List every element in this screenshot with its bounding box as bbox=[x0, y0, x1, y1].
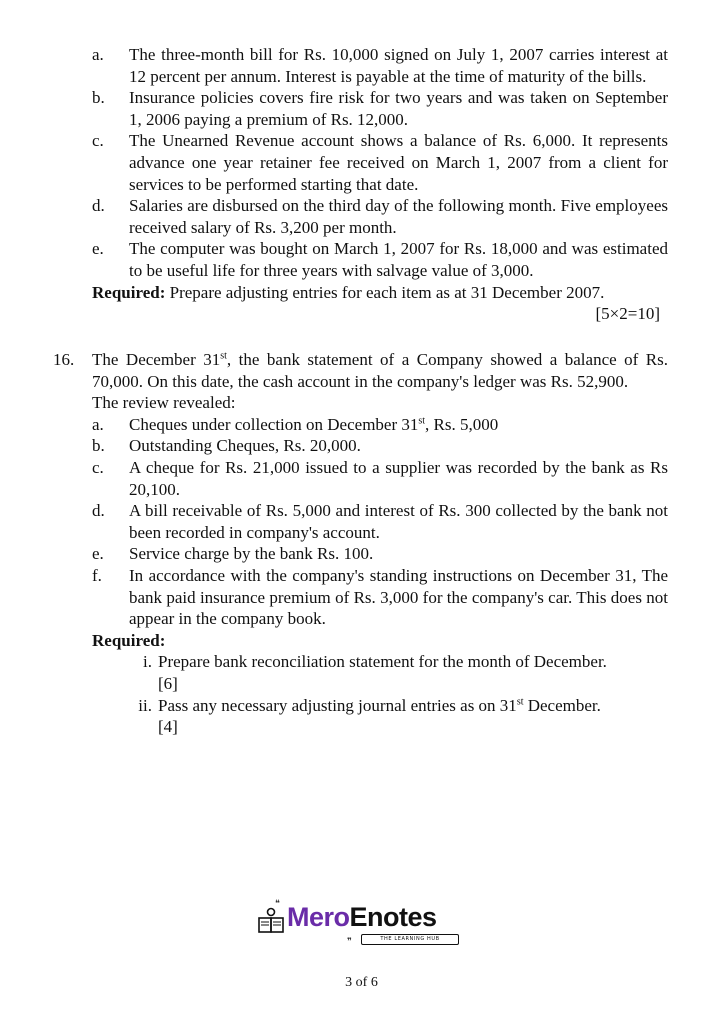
item-text: Salaries are disbursed on the third day of the following month. Five employees received salary of Rs. 3,200 per month. bbox=[129, 196, 668, 237]
list-item bbox=[0, 435, 723, 457]
item-label: i. bbox=[143, 652, 152, 672]
item-text: Insurance policies covers fire risk for two years and was taken on September 1, 2006 paying a premium of Rs. 12,000. bbox=[129, 88, 668, 129]
item-label: f. bbox=[92, 565, 102, 585]
logo-tagline: THE LEARNING HUB bbox=[361, 934, 459, 945]
list-item bbox=[0, 457, 723, 500]
review-heading: The review revealed: bbox=[92, 393, 236, 413]
item-label: d. bbox=[92, 196, 105, 216]
list-item bbox=[0, 543, 723, 565]
item-label: ii. bbox=[138, 695, 152, 715]
item-text-part: Prepare bank reconciliation statement for the month of December. bbox=[158, 652, 607, 672]
question-text bbox=[92, 349, 668, 392]
item-label: a. bbox=[92, 45, 104, 64]
item-text bbox=[158, 695, 668, 738]
item-text-part: , Rs. 5,000 bbox=[425, 414, 499, 434]
list-item bbox=[0, 414, 723, 436]
marks: [6] bbox=[158, 673, 178, 693]
superscript: st bbox=[418, 415, 426, 427]
item-text bbox=[129, 414, 668, 436]
item-label: e. bbox=[92, 544, 104, 564]
item-text-part: December. bbox=[523, 695, 601, 715]
list-item bbox=[0, 130, 723, 195]
sub-question-ii bbox=[0, 695, 723, 738]
item-text: The Unearned Revenue account shows a balance of Rs. 6,000. It represents advance one year retainer fee received on March 1, 2007 from a client for services to be performed starting that date. bbox=[129, 131, 668, 194]
list-item bbox=[0, 565, 723, 630]
list-item bbox=[0, 500, 723, 543]
question-15-items bbox=[0, 44, 723, 325]
required-label: Required: bbox=[92, 630, 166, 650]
item-text bbox=[158, 651, 668, 694]
book-person-icon bbox=[257, 906, 287, 936]
list-item bbox=[0, 195, 723, 238]
list-item bbox=[0, 44, 723, 87]
page-number: 3 of 6 bbox=[345, 975, 378, 990]
item-text: The computer was bought on March 1, 2007 for Rs. 18,000 and was estimated to be useful life for three years with salvage value of 3,000. bbox=[129, 239, 668, 280]
logo-mero: Mero bbox=[287, 902, 350, 932]
list-item bbox=[0, 238, 723, 281]
item-label: d. bbox=[92, 501, 105, 521]
item-text: Service charge by the bank Rs. 100. bbox=[129, 544, 374, 564]
logo-enotes: Enotes bbox=[349, 902, 437, 932]
marks: [5×2=10] bbox=[595, 304, 660, 324]
list-item bbox=[0, 87, 723, 130]
quote-close-icon: ❞ bbox=[347, 937, 352, 947]
item-text-part: Pass any necessary adjusting journal entries as on 31 bbox=[158, 695, 517, 715]
item-label: e. bbox=[92, 239, 104, 259]
item-label: a. bbox=[92, 414, 104, 434]
item-text-part: Cheques under collection on December 31 bbox=[129, 414, 419, 434]
marks: [4] bbox=[158, 717, 178, 737]
required-label: Required: bbox=[92, 282, 166, 302]
item-label: c. bbox=[92, 131, 104, 151]
required-text: Prepare adjusting entries for each item as at 31 December 2007. bbox=[165, 282, 605, 302]
item-label: b. bbox=[92, 436, 105, 456]
quote-open-icon: ❝ bbox=[275, 899, 280, 909]
item-label: b. bbox=[92, 88, 105, 108]
intro-text-cont: , the bank statement of a Company showed a balance of Rs. 70,000. On this date, the cash account in the company's ledger was Rs. 52,900. bbox=[92, 350, 668, 391]
logo-wordmark bbox=[287, 900, 437, 934]
superscript: st bbox=[516, 695, 524, 707]
item-text: In accordance with the company's standing instructions on December 31, The bank paid insurance premium of Rs. 3,000 for the company's car. This does not appear in the company book. bbox=[129, 565, 668, 629]
superscript: st bbox=[220, 350, 227, 362]
required-statement bbox=[0, 282, 668, 304]
item-text: Outstanding Cheques, Rs. 20,000. bbox=[129, 436, 361, 456]
item-text: A bill receivable of Rs. 5,000 and interest of Rs. 300 collected by the bank not been recorded in company's account. bbox=[129, 501, 668, 542]
sub-question-i bbox=[0, 651, 723, 694]
item-text: A cheque for Rs. 21,000 issued to a supplier was recorded by the bank as Rs 20,100. bbox=[129, 457, 668, 499]
item-label: c. bbox=[92, 457, 104, 477]
required-heading bbox=[0, 630, 723, 652]
item-text: The three-month bill for Rs. 10,000 signed on July 1, 2007 carries interest at 12 percent per annum. Interest is payable at the time of maturity of the bills. bbox=[129, 45, 668, 86]
intro-text: The December 31 bbox=[92, 350, 221, 369]
question-16-intro bbox=[0, 349, 723, 392]
meroenotes-logo bbox=[257, 900, 467, 946]
question-16 bbox=[0, 349, 723, 738]
question-number: 16. bbox=[53, 350, 75, 369]
